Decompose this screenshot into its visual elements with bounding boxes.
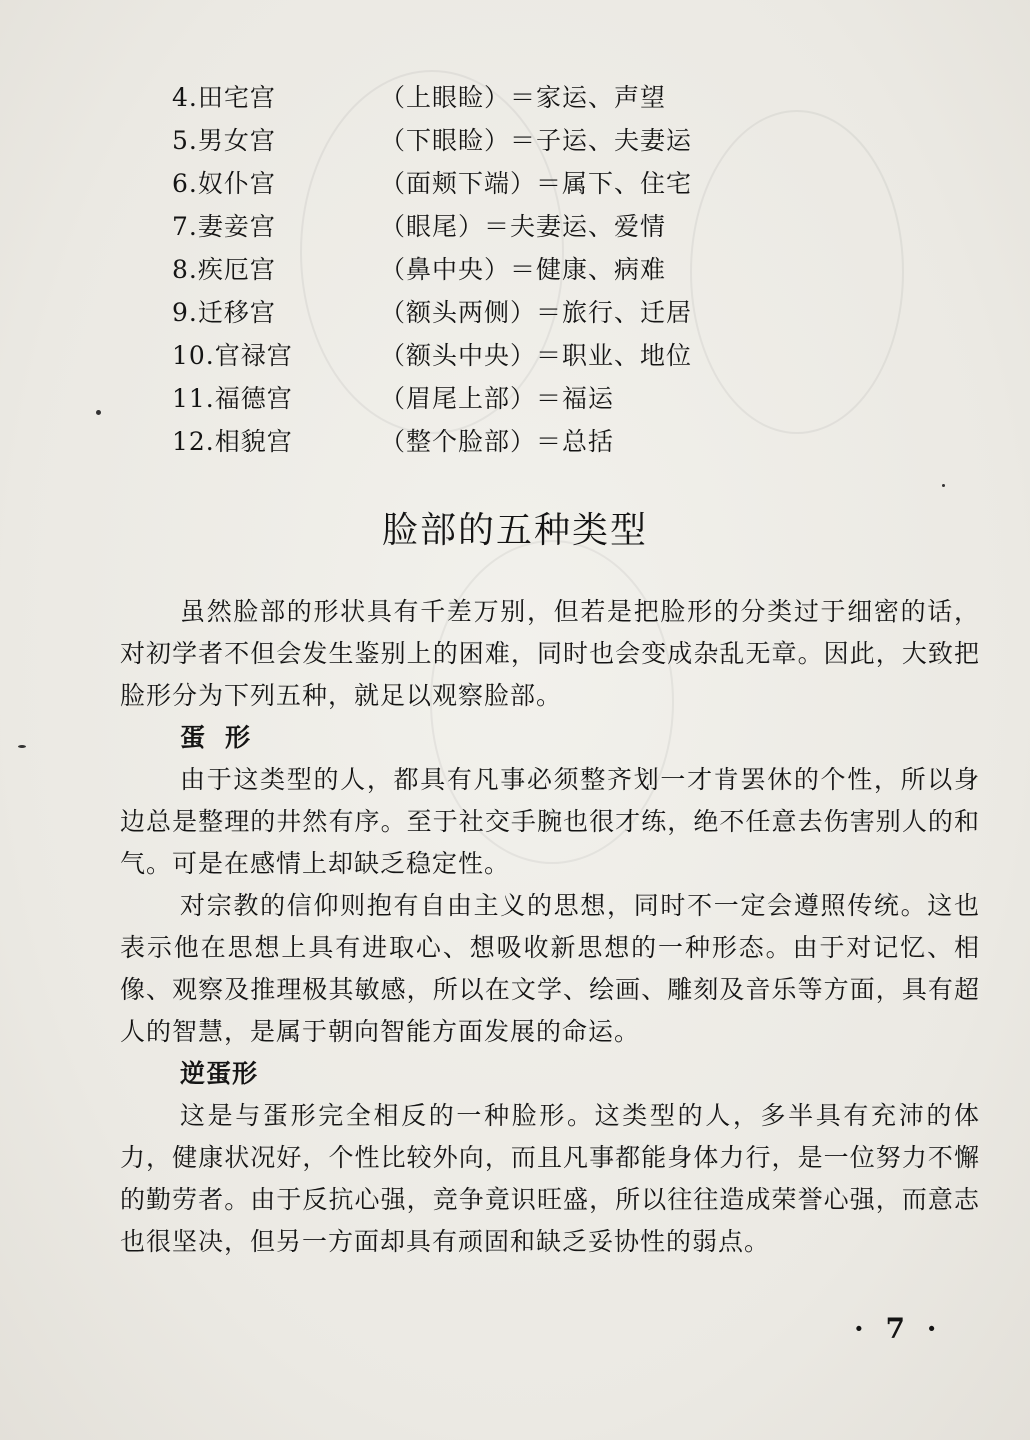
palace-row — [172, 203, 732, 246]
page-number: · 7 · — [854, 1312, 943, 1345]
palace-name: 5.男女宫 — [172, 125, 276, 155]
ink-speck — [942, 484, 945, 487]
palace-row — [172, 160, 732, 203]
palace-description: （眼尾）＝夫妻运、爱情 — [380, 211, 667, 241]
palace-description: （上眼睑）＝家运、声望 — [380, 82, 667, 112]
palace-description: （额头两侧）＝旅行、迁居 — [380, 297, 693, 327]
egg-shape-paragraph: 由于这类型的人，都具有凡事必须整齐划一才肯罢休的个性，所以身边总是整理的井然有序。至于社交手腕也很才练，绝不任意去伤害别人的和气。可是在感情上却缺乏稳定性。 — [120, 765, 980, 878]
palace-list — [172, 74, 732, 461]
palace-name: 6.奴仆宫 — [172, 168, 276, 198]
egg-shape-paragraph: 对宗教的信仰则抱有自由主义的思想，同时不一定会遵照传统。这也表示他在思想上具有进取心、想吸收新思想的一种形态。由于对记忆、相像、观察及推理极其敏感，所以在文学、绘画、雕刻及音乐等方面，具有超人的智慧，是属于朝向智能方面发展的命运。 — [120, 891, 980, 1046]
egg-shape-heading: 蛋形 — [180, 723, 271, 752]
palace-description: （鼻中央）＝健康、病难 — [380, 254, 667, 284]
palace-description: （整个脸部）＝总括 — [380, 426, 615, 456]
palace-row — [172, 418, 732, 461]
inverted-egg-shape-paragraph: 这是与蛋形完全相反的一种脸形。这类型的人，多半具有充沛的体力，健康状况好，个性比较外向，而且凡事都能身体力行，是一位努力不懈的勤劳者。由于反抗心强，竞争竟识旺盛，所以往往造成荣誉心强，而意志也很坚决，但另一方面却具有顽固和缺乏妥协性的弱点。 — [120, 1101, 980, 1256]
palace-row — [172, 375, 732, 418]
inverted-egg-shape-heading: 逆蛋形 — [180, 1059, 259, 1088]
palace-name: 10.官禄宫 — [172, 340, 293, 370]
palace-row — [172, 74, 732, 117]
palace-row — [172, 246, 732, 289]
palace-description: （额头中央）＝职业、地位 — [380, 340, 693, 370]
palace-description: （眉尾上部）＝福运 — [380, 383, 615, 413]
palace-description: （下眼睑）＝子运、夫妻运 — [380, 125, 693, 155]
palace-row — [172, 332, 732, 375]
palace-name: 12.相貌宫 — [172, 426, 293, 456]
palace-description: （面颊下端）＝属下、住宅 — [380, 168, 693, 198]
ink-speck — [18, 745, 26, 748]
body-text — [120, 591, 980, 1263]
palace-row — [172, 117, 732, 160]
palace-name: 7.妻妾宫 — [172, 211, 276, 241]
palace-row — [172, 289, 732, 332]
palace-name: 9.迁移宫 — [172, 297, 276, 327]
palace-name: 11.福德宫 — [172, 383, 293, 413]
intro-paragraph: 虽然脸部的形状具有千差万别，但若是把脸形的分类过于细密的话，对初学者不但会发生鉴别上的困难，同时也会变成杂乱无章。因此，大致把脸形分为下列五种，就足以观察脸部。 — [120, 597, 980, 710]
ink-speck — [96, 410, 101, 415]
section-title: 脸部的五种类型 — [381, 510, 648, 551]
palace-name: 8.疾厄宫 — [172, 254, 276, 284]
palace-name: 4.田宅宫 — [172, 82, 276, 112]
